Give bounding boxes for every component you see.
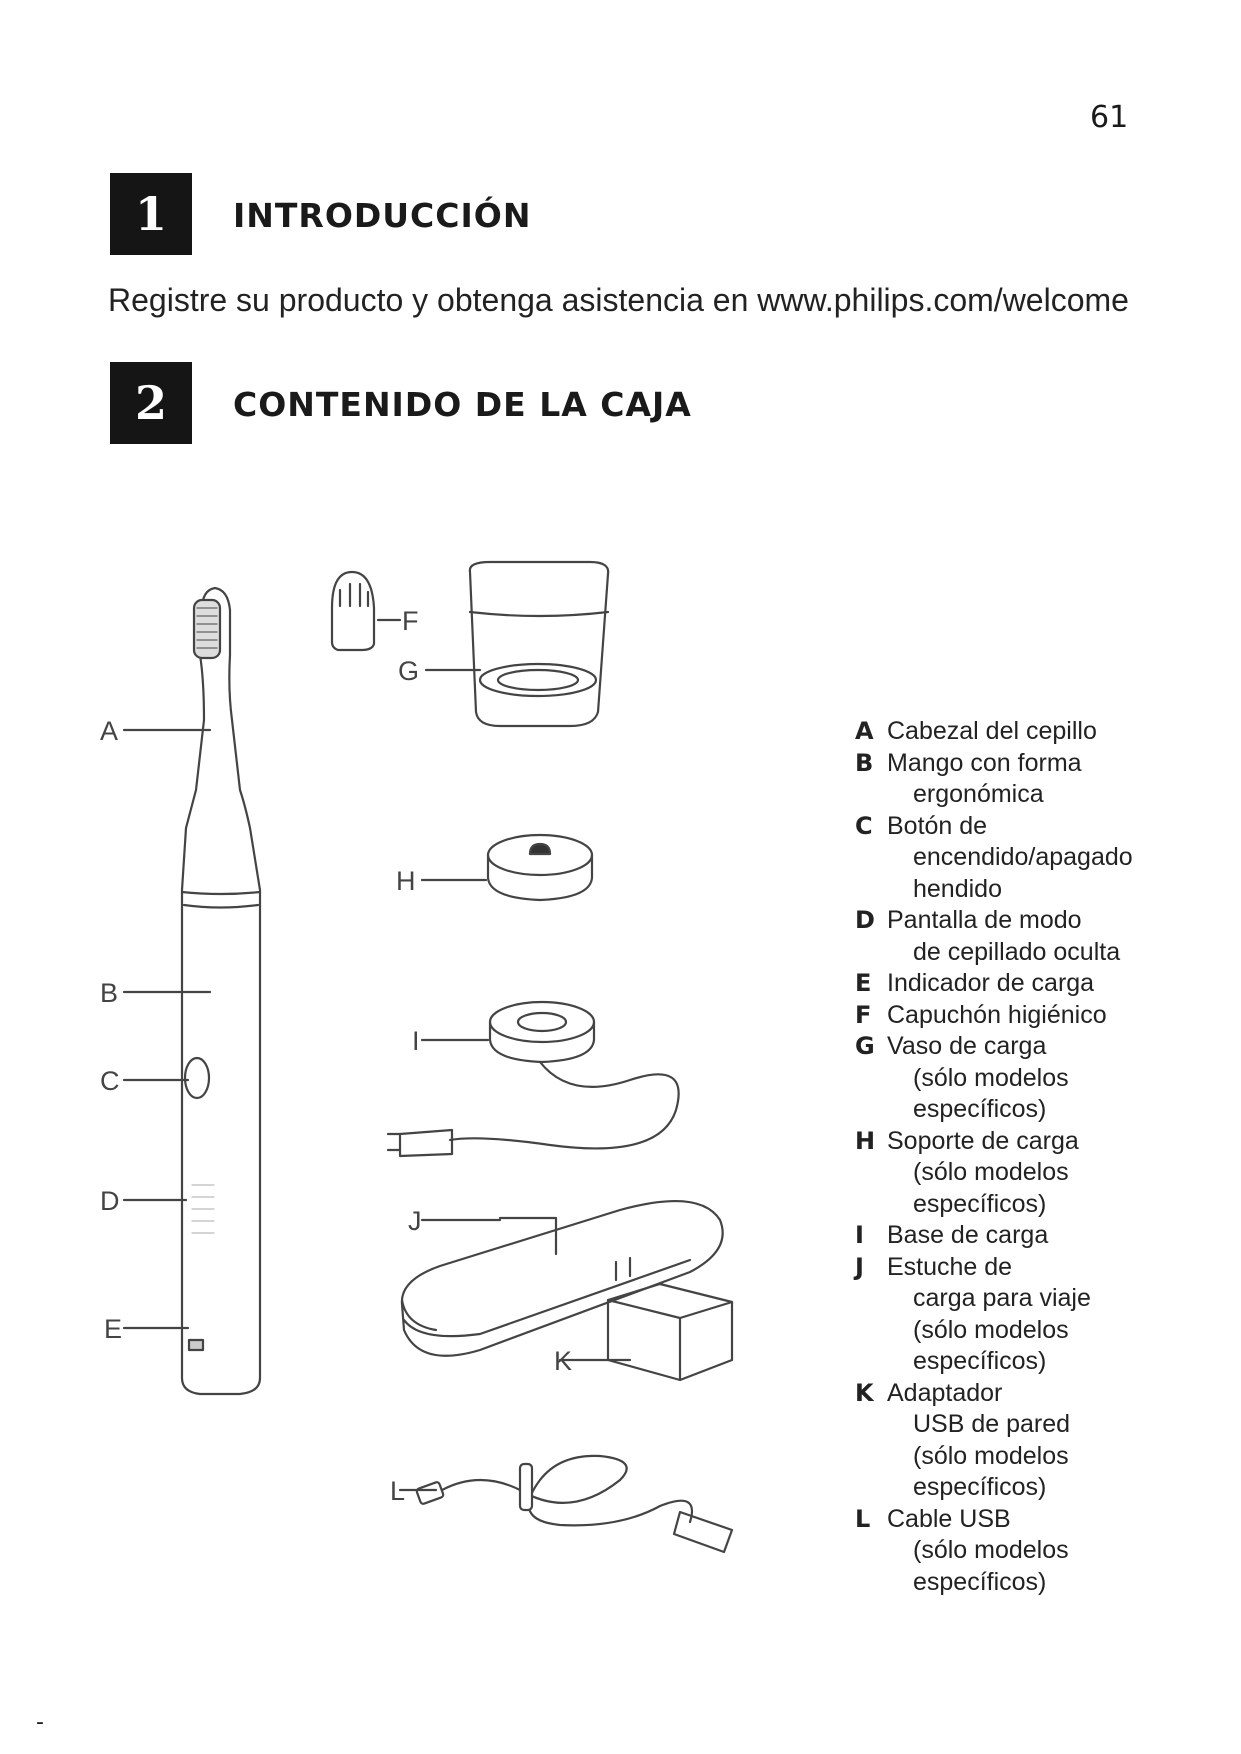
legend-text-continued: (sólo modelos — [913, 1315, 1069, 1344]
legend-text-continued: específicos) — [913, 1189, 1047, 1218]
legend-text-continued: (sólo modelos — [913, 1536, 1069, 1564]
travel-case-icon — [402, 1201, 723, 1356]
legend-text: Base de carga — [887, 1221, 1049, 1249]
legend-item — [855, 1031, 1133, 1126]
figure-label-e: E — [104, 1314, 123, 1344]
legend-text-continued: USB de pared — [913, 1410, 1071, 1438]
figure-label-i: I — [412, 1026, 420, 1056]
figure-label-c: C — [100, 1066, 120, 1096]
legend-text: Pantalla de modo — [887, 906, 1082, 934]
legend-letter: C — [855, 811, 873, 840]
legend-letter: D — [855, 906, 875, 934]
legend-item — [855, 1126, 1133, 1221]
legend-text-continued: específicos) — [913, 1567, 1047, 1596]
legend-letter: F — [855, 1000, 872, 1029]
legend-item — [855, 968, 1133, 1000]
legend-text: Capuchón higiénico — [887, 1000, 1107, 1029]
usb-cable-icon — [416, 1456, 732, 1552]
legend-letter: A — [855, 717, 874, 745]
legend-item — [855, 1252, 1133, 1378]
legend-text: Botón de — [887, 811, 988, 840]
legend-letter: L — [855, 1504, 871, 1533]
legend-text: Cable USB — [887, 1504, 1011, 1533]
legend-text-continued: (sólo modelos — [913, 1441, 1069, 1470]
legend-item — [855, 748, 1133, 811]
legend-item — [855, 1000, 1133, 1032]
legend-item — [855, 811, 1133, 906]
figure-label-k: K — [554, 1346, 573, 1376]
figure-label-j: J — [408, 1206, 422, 1236]
figure-label-f: F — [402, 606, 419, 636]
legend-text: Mango con forma — [887, 748, 1082, 777]
figure-label-d: D — [100, 1186, 120, 1216]
legend-text: Estuche de — [887, 1252, 1013, 1281]
charging-glass-icon — [470, 562, 608, 726]
hygienic-cap-icon — [332, 572, 374, 650]
legend-text-continued: (sólo modelos — [913, 1158, 1069, 1186]
legend-text-continued: de cepillado oculta — [913, 937, 1121, 966]
figure-label-b: B — [100, 978, 119, 1008]
legend-text: Adaptador — [887, 1378, 1003, 1407]
legend-text-continued: específicos) — [913, 1347, 1047, 1375]
section-2-badge: 2 — [110, 362, 192, 444]
parts-legend — [855, 716, 1133, 1598]
legend-item — [855, 905, 1133, 968]
figure-label-l: L — [390, 1476, 406, 1506]
legend-letter: G — [855, 1032, 875, 1060]
legend-text-continued: carga para viaje — [913, 1284, 1091, 1312]
legend-letter: J — [855, 1252, 864, 1281]
legend-text-continued: hendido — [913, 874, 1002, 903]
box-contents-illustration — [100, 560, 780, 1610]
section-2-title: CONTENIDO DE LA CAJA — [233, 385, 692, 424]
legend-item — [855, 1378, 1133, 1504]
legend-letter: I — [855, 1221, 864, 1249]
legend-text: Indicador de carga — [887, 969, 1095, 997]
intro-text: Registre su producto y obtenga asistencia en www.philips.com/welcome — [108, 282, 1129, 318]
legend-text-continued: específicos) — [913, 1473, 1047, 1501]
legend-text-continued: encendido/apagado — [913, 843, 1133, 871]
section-1-title: INTRODUCCIÓN — [233, 196, 532, 235]
charging-base-icon — [388, 1002, 679, 1156]
figure-label-a: A — [100, 716, 119, 746]
legend-item — [855, 716, 1133, 748]
legend-text-continued: ergonómica — [913, 780, 1044, 808]
wall-adapter-icon — [608, 1258, 732, 1380]
legend-text-continued: (sólo modelos — [913, 1063, 1069, 1092]
legend-item — [855, 1504, 1133, 1599]
legend-letter: K — [855, 1378, 874, 1407]
section-1-badge: 1 — [110, 173, 192, 255]
legend-text: Soporte de carga — [887, 1126, 1079, 1155]
legend-item — [855, 1220, 1133, 1252]
charging-stand-icon — [488, 835, 592, 900]
figure-label-h: H — [396, 866, 416, 896]
legend-text-continued: específicos) — [913, 1095, 1047, 1123]
legend-text: Vaso de carga — [887, 1032, 1047, 1060]
figure-label-g: G — [398, 656, 420, 686]
legend-letter: E — [855, 969, 872, 997]
page-number: 61 — [1090, 100, 1129, 135]
corner-mark: - — [36, 1710, 44, 1735]
legend-letter: H — [855, 1126, 876, 1155]
legend-letter: B — [855, 748, 874, 777]
legend-text: Cabezal del cepillo — [887, 717, 1097, 745]
